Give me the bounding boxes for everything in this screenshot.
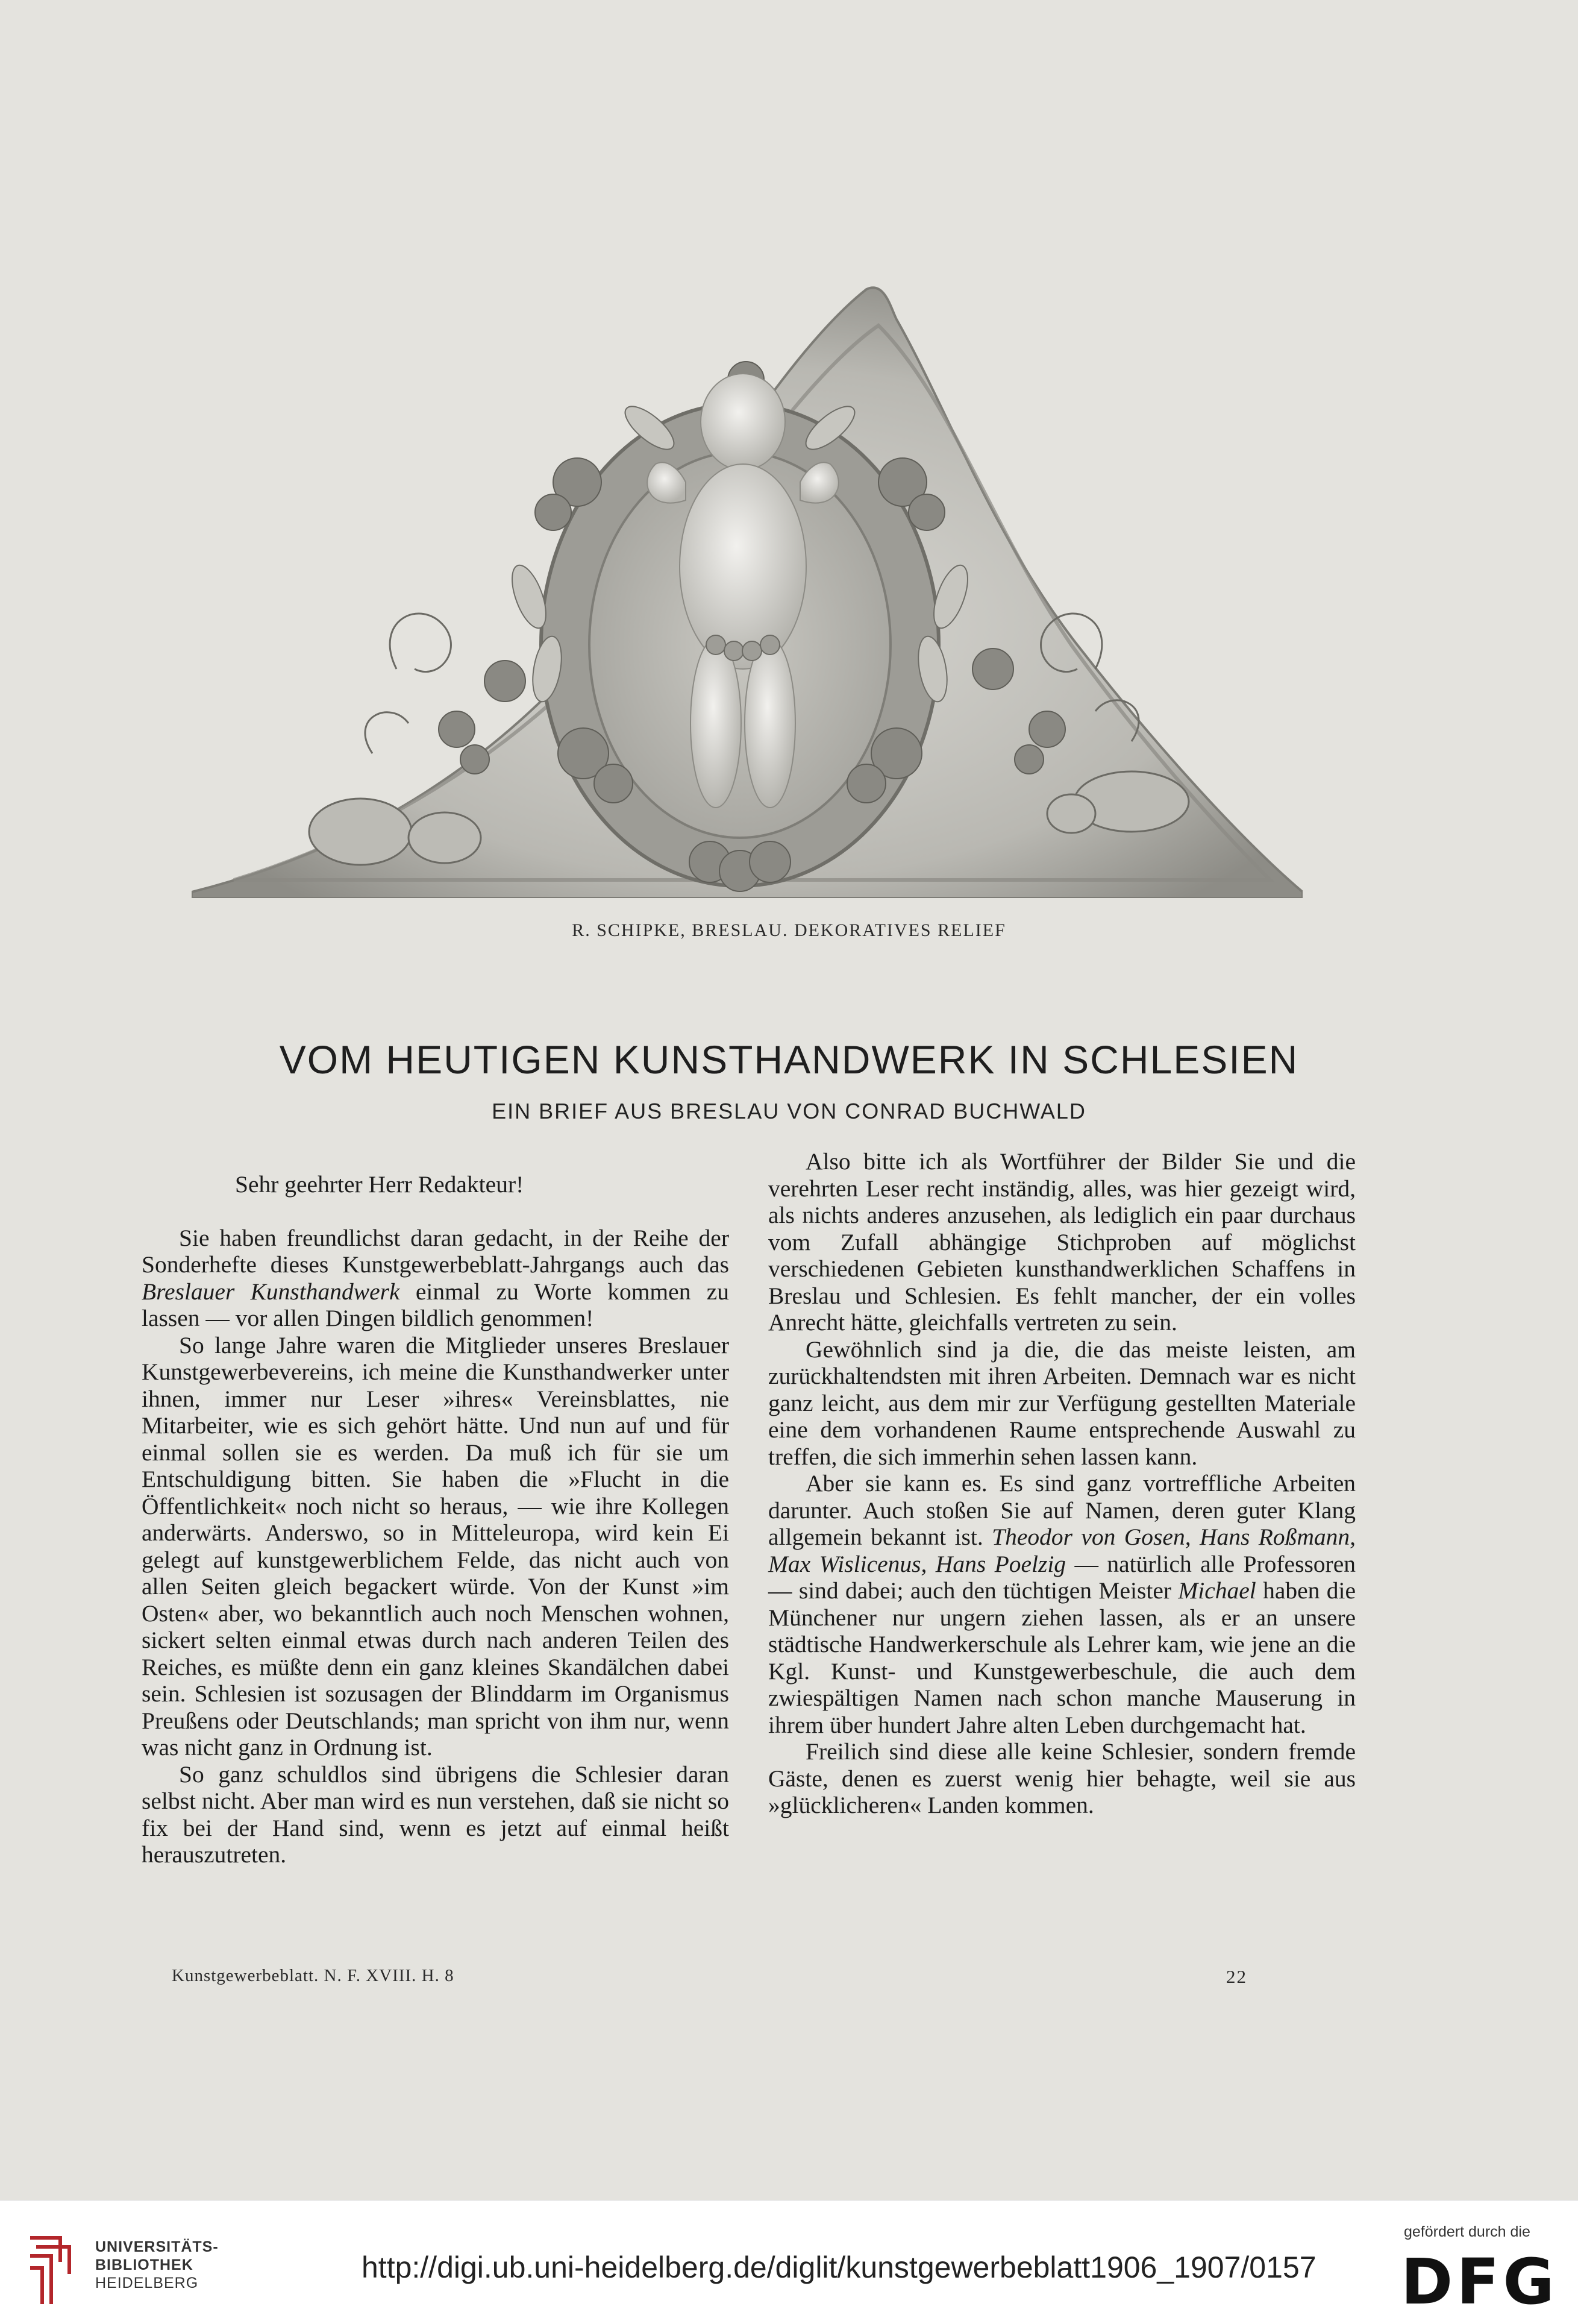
paragraph [768,1470,1356,1738]
paragraph: Gewöhnlich sind ja die, die das meiste leisten, am zurückhaltendsten mit ihren Arbeiten. Demnach war es nicht ganz leicht, aus dem mir zur Verfügung gestellten Materiale eine dem vorhandenen Raume entsprechende Auswahl zu treffen, die sich immerhin sehen lassen kann. [768,1336,1356,1470]
paragraph: Also bitte ich als Wortführer der Bilder Sie und die verehrten Leser recht inständig, alles, was hier gezeigt wird, als nichts anderes anzusehen, als lediglich ein paar durchaus vom Zufall abhängige Stichproben auf möglichst verschiedenen Gebieten kunsthandwerklichen Schaffens in Breslau und Schlesien. Es fehlt mancher, der ein volles Anrecht hätte, gleichfalls vertreten zu sein. [768,1148,1356,1336]
text-run: haben die Münchener nur ungern ziehen lassen, als er an unsere städtische Handwerkerschule als Lehrer kam, wie jene an die Kgl. Kunst- und Kunstgewerbeschule, die auch dem zwiespältigen Namen nach schon manche Mauserung in ihrem über hundert Jahre alten Leben durchgemacht hat. [768,1577,1356,1738]
text-run: einmal zu Worte kommen zu lassen — vor allen Dingen bildlich genommen! [142,1278,729,1331]
text-run: Aber sie kann es. Es sind ganz vortreffliche Arbeiten darunter. Auch stoßen Sie auf Namen, deren guter Klang allgemein bekannt ist. [768,1470,1356,1550]
digitization-footer-bar [0,2200,1578,2324]
italic-text: Michael [1178,1577,1256,1604]
source-url-link[interactable]: http://digi.ub.uni-heidelberg.de/diglit/kunstgewerbeblatt1906_1907/0157 [362,2250,1317,2284]
paragraph: So ganz schuldlos sind übrigens die Schlesier daran selbst nicht. Aber man wird es nun verstehen, daß sie nicht so fix bei der Hand sind, wenn es jetzt auf einmal heißt herauszutreten. [142,1760,729,1868]
journal-reference: Kunstgewerbeblatt. N. F. XVIII. H. 8 [172,1966,454,1985]
left-column [142,1148,729,1868]
article-title: VOM HEUTIGEN KUNSTHANDWERK IN SCHLESIEN [279,1037,1299,1082]
library-name-line: UNIVERSITÄTS- [95,2238,219,2255]
italic-text: Breslauer Kunsthandwerk [142,1278,400,1305]
paragraph: Freilich sind diese alle keine Schlesier, sondern fremde Gäste, denen es zuerst wenig hier behagte, weil sie aus »glücklicheren« Landen kommen. [768,1738,1356,1818]
dfg-logo: DFG [1401,2245,1558,2319]
library-name [95,2238,219,2292]
library-name-line: BIBLIOTHEK [95,2256,193,2273]
article-subtitle: EIN BRIEF AUS BRESLAU VON CONRAD BUCHWALD [492,1099,1086,1123]
image-caption: R. SCHIPKE, BRESLAU. DEKORATIVES RELIEF [572,920,1006,940]
page-number: 22 [1226,1966,1247,1987]
italic-text: Theodor von Gosen, Hans Roßmann, Max Wislicenus, Hans Poelzig [768,1524,1356,1577]
right-column [768,1148,1356,1819]
paragraph [142,1225,729,1332]
text-run: — natürlich alle Professoren — sind dabei; auch den tüchtigen Meister [768,1550,1356,1604]
salutation: Sehr geehrter Herr Redakteur! [235,1171,524,1198]
paragraph: So lange Jahre waren die Mitglieder unseres Breslauer Kunstgewerbevereins, ich meine die Kunsthandwerker unter ihnen, immer nur Leser »ihres« Vereinsblattes, nie Mitarbeiter, wie es sich gehört hätte. Und nun auf und für einmal sollen sie es werden. Da muß ich für sie um Entschuldigung bitten. Sie haben die »Flucht in die Öffentlichkeit« noch nicht so heraus, — wie ihre Kollegen anderwärts. Anderswo, so in Mitteleuropa, wird kein Ei gelegt auf kunstgewerblichem Felde, das nicht auch von allen Seiten gleich begackert würde. Von der Kunst »im Osten« aber, wo bekanntlich auch noch Menschen wohnen, sickert selten einmal etwas durch nach anderen Teilen des Reiches, es müßte denn ein ganz kleines Skandälchen dabei sein. Schlesien ist sozusagen der Blinddarm im Organismus Preußens oder Deutschlands; man spricht von ihm nur, wenn was nicht ganz in Ordnung ist. [142,1331,729,1760]
decorative-relief-image [192,283,1303,898]
library-name-line: HEIDELBERG [95,2275,199,2291]
library-logo-icon [24,2226,90,2310]
funding-note: gefördert durch die [1404,2223,1530,2240]
text-run: Sie haben freundlichst daran gedacht, in der Reihe der Sonderhefte dieses Kunstgewerbeblatt-Jahrgangs auch das [142,1224,729,1278]
